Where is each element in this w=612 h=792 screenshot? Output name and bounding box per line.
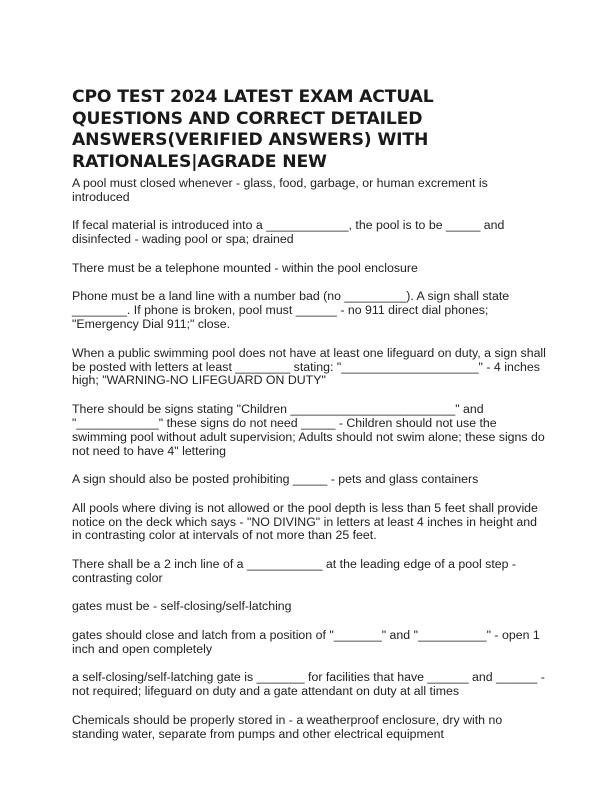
document-body — [72, 177, 547, 756]
question-answer-paragraph: gates must be - self-closing/self-latching — [72, 599, 292, 614]
question-answer-paragraph: A sign should also be posted prohibiting _____ - pets and glass containers — [72, 472, 479, 487]
question-answer-paragraph: a self-closing/self-latching gate is _______ for facilities that have ______ and ______ - not required; lifeguard on duty and a gate attendant on duty at all times — [72, 670, 545, 699]
question-answer-paragraph: When a public swimming pool does not have at least one lifeguard on duty, a sign shall be posted with letters at least ________ stating: "____________________" - 4 inches high; "WARNING-NO LIFEGUARD ON DUTY" — [72, 345, 546, 388]
document-title: CPO TEST 2024 LATEST EXAM ACTUAL QUESTIONS AND CORRECT DETAILED ANSWERS(VERIFIED ANSWERS) WITH RATIONALES|AGRADE NEW — [72, 87, 434, 172]
question-answer-paragraph: If fecal material is introduced into a ____________, the pool is to be _____ and disinfected - wading pool or spa; drained — [72, 218, 505, 247]
question-answer-paragraph: There must be a telephone mounted - within the pool enclosure — [72, 260, 418, 275]
question-answer-paragraph: gates should close and latch from a position of "_______" and "__________" - open 1 inch and open completely — [72, 627, 540, 656]
question-answer-paragraph: Chemicals should be properly stored in - a weatherproof enclosure, dry with no standing water, separate from pumps and other electrical equipment — [72, 712, 503, 741]
question-answer-paragraph: There shall be a 2 inch line of a ___________ at the leading edge of a pool step - contrasting color — [72, 556, 517, 585]
question-answer-paragraph: There should be signs stating "Children ________________________" and "____________" these signs do not need _____ - Children should not use the swimming pool without adult supervision; Adults should not swim alone; these signs do not need to have 4" lettering — [72, 401, 545, 458]
question-answer-paragraph: A pool must closed whenever - glass, food, garbage, or human excrement is introduced — [72, 176, 488, 204]
question-answer-paragraph: All pools where diving is not allowed or the pool depth is less than 5 feet shall provide notice on the deck which says - "NO DIVING" in letters at least 4 inches in height and in contrasting color at intervals of not more than 25 feet. — [72, 500, 538, 543]
question-answer-paragraph: Phone must be a land line with a number bad (no _________). A sign shall state ________. If phone is broken, pool must ______ - no 911 direct dial phones; "Emergency Dial 911;" close. — [72, 289, 510, 332]
